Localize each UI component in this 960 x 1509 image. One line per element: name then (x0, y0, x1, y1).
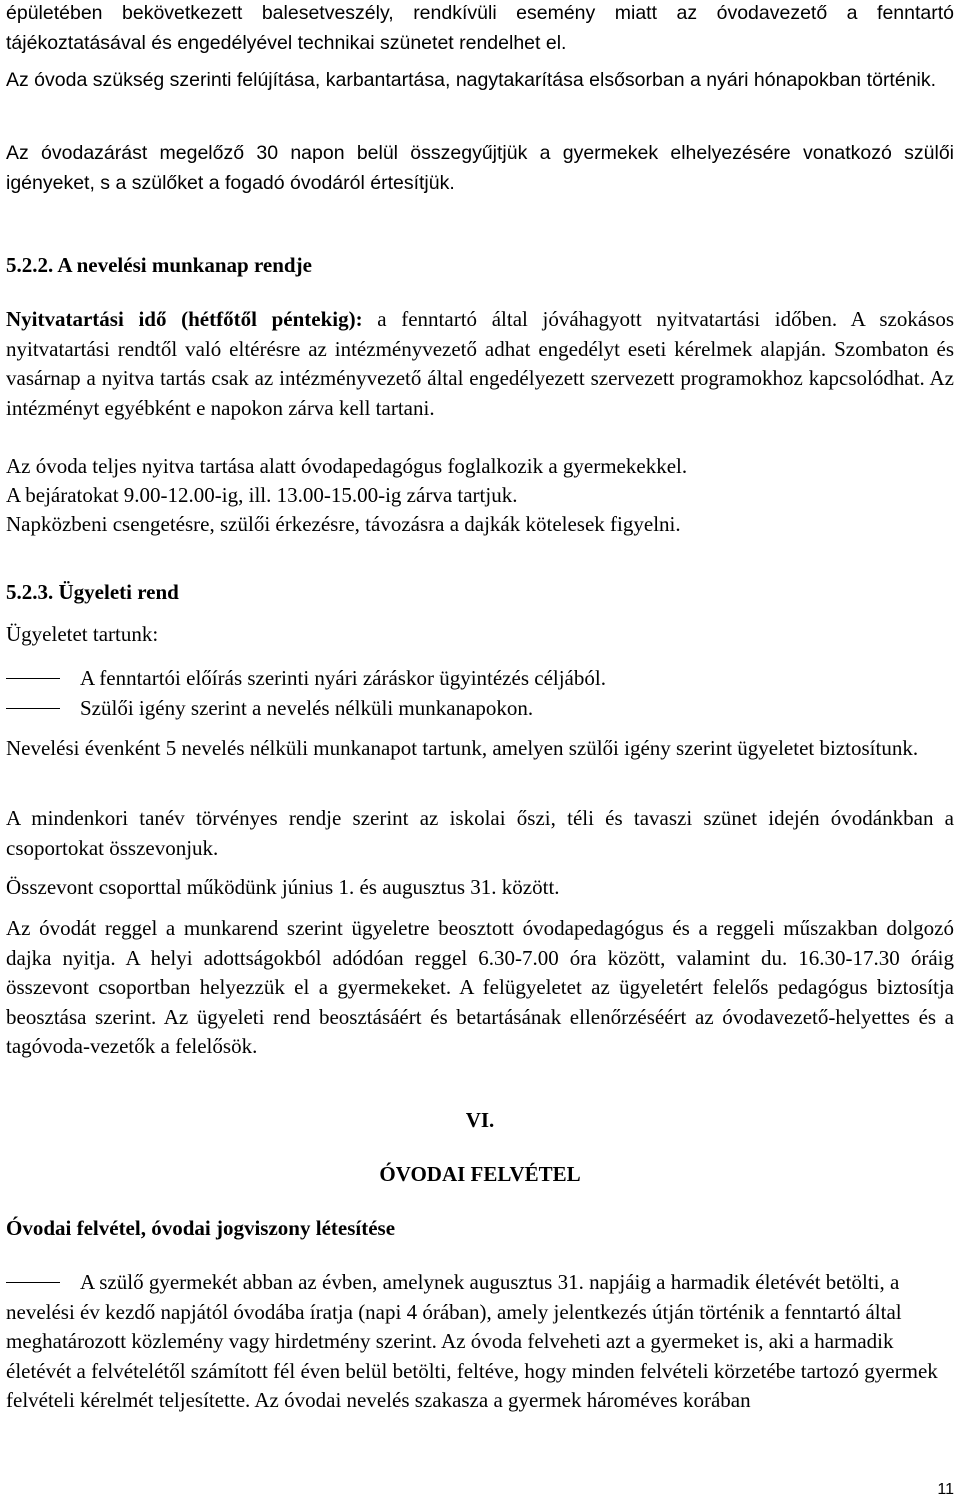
chapter-number: VI. (465, 1108, 495, 1132)
paragraph-opening-hours (6, 305, 954, 423)
paragraph-duty-schedule: Az óvodát reggel a munkarend szerint ügyeletre beosztott óvodapedagógus és a reggeli műszakban dolgozó dajka nyitja. A helyi adottságokból adódóan reggel 6.30-7.00 óra között, valamint du. 16.30-17.30 óráig összevont csoportban helyezzük el a gyermekeket. A felügyeletet az ügyeletért felelős pedagógus biztosítja beosztása szerint. Az ügyeleti rend beosztásáért és betartásának ellenőrzéséért az óvodavezető-helyettes és a tagóvoda-vezetők a felelősök. (6, 916, 954, 1058)
line-door-closing: A bejáratokat 9.00-12.00-ig, ill. 13.00-15.00-ig zárva tartjuk. (6, 483, 518, 507)
paragraph-technical-break: épületében bekövetkezett balesetveszély, rendkívüli esemény miatt az óvodavezető a fenntartó tájékoztatásával és engedélyével technikai szünetet rendelhet el. (6, 2, 954, 54)
duty-list-item: Szülői igény szerint a nevelés nélküli munkanapokon. (6, 694, 954, 724)
dash-bullet-icon (6, 678, 60, 679)
paragraph-renovation: Az óvoda szükség szerinti felújítása, karbantartása, nagytakarítása elsősorban a nyári hónapokban történik. (6, 69, 937, 91)
duty-intro: Ügyeletet tartunk: (6, 622, 159, 646)
admission-heading: Óvodai felvétel, óvodai jogviszony létesítése (6, 1216, 396, 1240)
section-heading-5-2-3: 5.2.3. Ügyeleti rend (6, 580, 179, 604)
paragraph-school-breaks: A mindenkori tanév törvényes rendje szerint az iskolai őszi, téli és tavaszi szünet idején óvodánkban a csoportokat összevonjuk. (6, 806, 954, 860)
paragraph-non-teaching-days: Nevelési évenként 5 nevelés nélküli munkanapot tartunk, amelyen szülői igény szerint ügyeletet biztosítunk. (6, 736, 919, 760)
section-heading-5-2-2: 5.2.2. A nevelési munkanap rendje (6, 253, 312, 277)
chapter-title: ÓVODAI FELVÉTEL (379, 1162, 581, 1186)
opening-hours-text: a fenntartó által jóváhagyott nyitvatartási időben. A szokásos nyitvatartási rendtől való eltérésre az intézményvezető adhat engedélyt eseti kérelmek alapján. Szombaton és vasárnap a nyitva tartás csak az intézményvezető által engedélyezett szervezett programokhoz kapcsolódhat. Az intézményt egyébként e napokon zárva kell tartani. (6, 307, 955, 420)
line-bell-duty: Napközbeni csengetésre, szülői érkezésre, távozásra a dajkák kötelesek figyelni. (6, 512, 681, 536)
admission-list-item: A szülő gyermekét abban az évben, amelynek augusztus 31. napjáig a harmadik életévét betölti, a nevelési év kezdő napjától óvodába íratja (napi 4 órában), amely jelentkezés útján történik a fenntartó által meghatározott közlemény vagy hirdetmény szerint. Az óvoda felveheti azt a gyermeket is, aki a harmadik életévét a felvételétől számított fél éven belül betölti, feltéve, hogy minden felvételi körzetébe tartozó gyermek felvételi kérelmét teljesítette. Az óvodai nevelés szakasza a gyermek hároméves korában (6, 1270, 938, 1412)
paragraph-summer-merge: Összevont csoporttal működünk június 1. és augusztus 31. között. (6, 875, 560, 899)
page-number: 11 (937, 1481, 954, 1498)
line-teacher-supervision: Az óvoda teljes nyitva tartása alatt óvodapedagógus foglalkozik a gyermekekkel. (6, 454, 688, 478)
dash-bullet-icon (6, 1282, 60, 1283)
duty-list-item: A fenntartói előírás szerinti nyári záráskor ügyintézés céljából. (6, 664, 954, 694)
paragraph-closure-notice: Az óvodazárást megelőző 30 napon belül összegyűjtjük a gyermekek elhelyezésére vonatkozó szülői igényeket, s a szülőket a fogadó óvodáról értesítjük. (6, 142, 954, 194)
opening-hours-label: Nyitvatartási idő (hétfőtől péntekig): (6, 307, 363, 331)
dash-bullet-icon (6, 708, 60, 709)
